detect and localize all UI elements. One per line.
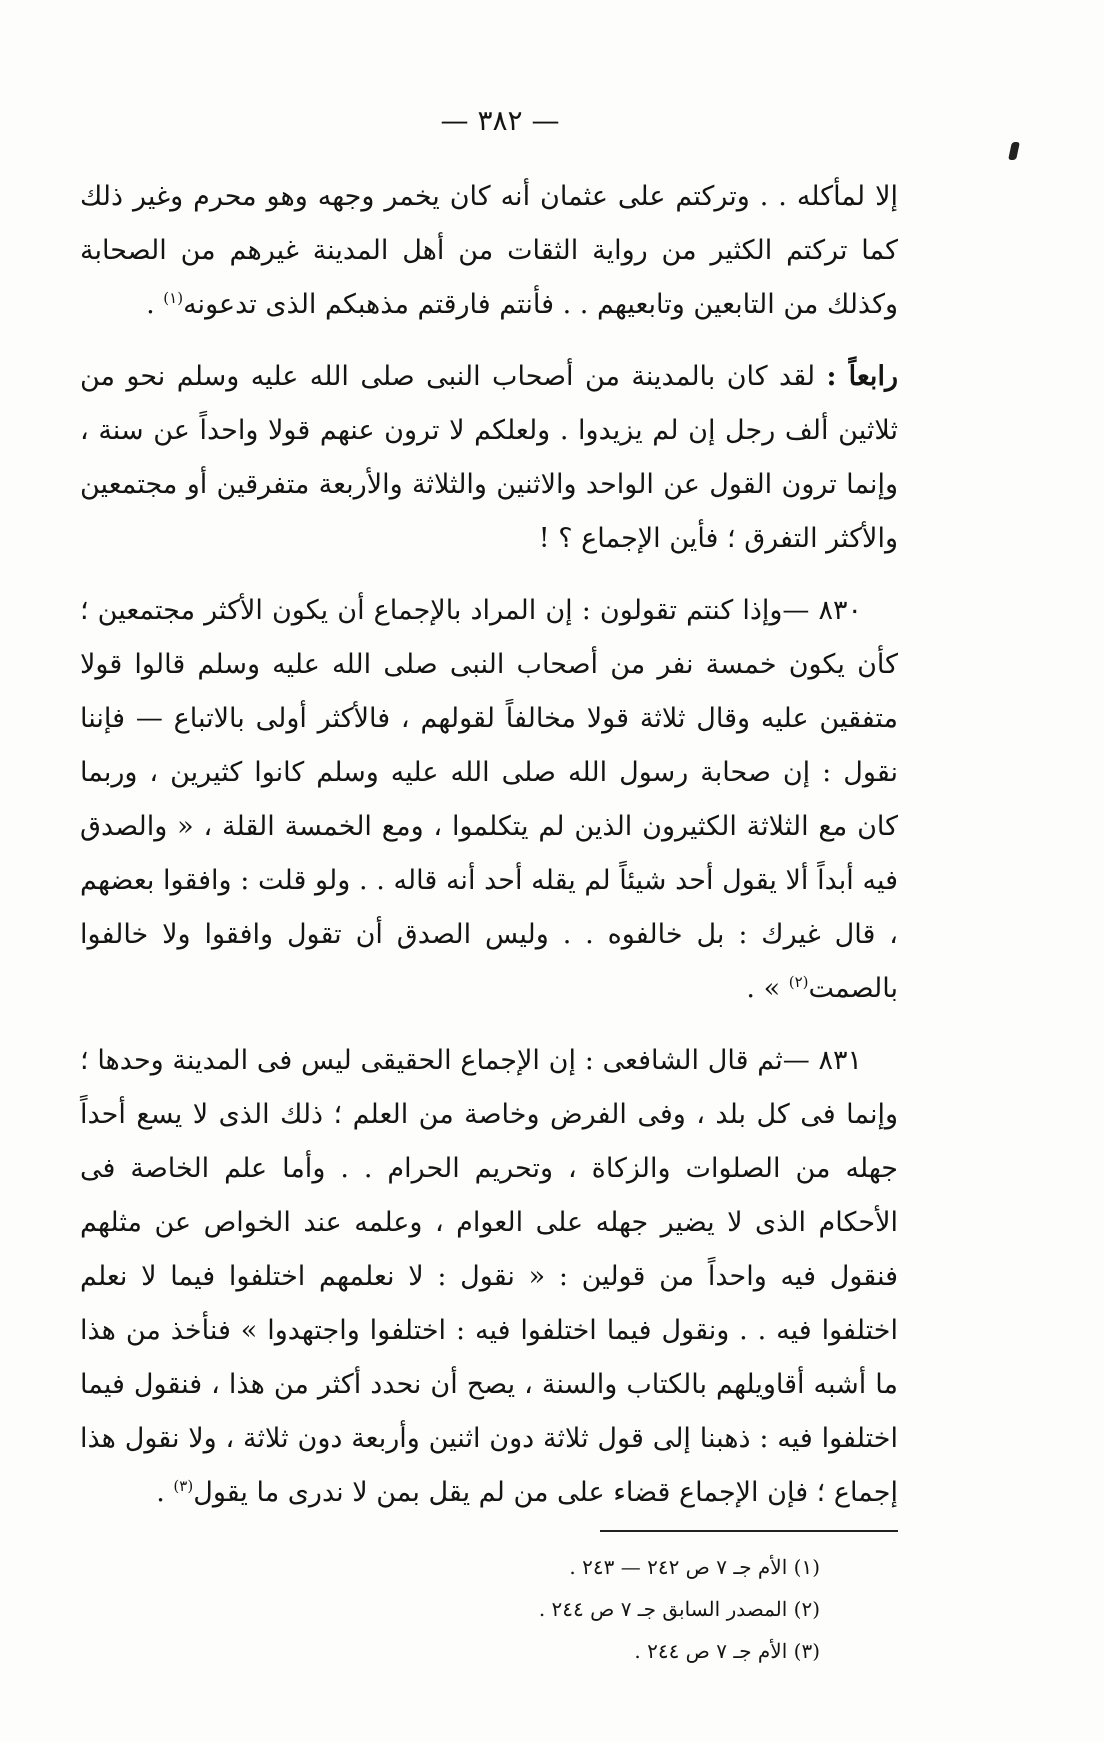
paragraph-2-lead: رابعاً :: [826, 361, 898, 392]
margin-ink-mark: [1008, 142, 1020, 160]
paragraph-2: [80, 350, 898, 566]
footnote-ref-1[interactable]: (١): [163, 289, 184, 307]
footnote-divider: [600, 1530, 898, 1532]
paragraph-831-number: ٨٣١ —: [782, 1045, 862, 1076]
page-number: — ٣٨٢ —: [440, 104, 560, 137]
main-text: [80, 170, 898, 1538]
footnote-ref-2[interactable]: (٢): [788, 973, 809, 991]
footnote-3: (٣) الأم جـ ٧ ص ٢٤٤ .: [634, 1639, 820, 1663]
paragraph-2-text: لقد كان بالمدينة من أصحاب النبى صلى الله عليه وسلم نحو من ثلاثين ألف رجل إن لم يزيدوا . ولعلكم لا ترون عنهم قولا واحداً عن سنة ، وإنما ترون القول عن الواحد والاثنين والثلاثة والأربعة متفرقين أو مجتمعين والأكثر التفرق ؛ فأين الإجماع ؟ !: [80, 361, 898, 554]
footnote-2: (٢) المصدر السابق جـ ٧ ص ٢٤٤ .: [538, 1597, 820, 1621]
footnote-ref-3[interactable]: (٣): [173, 1477, 194, 1495]
paragraph-831-tail: .: [156, 1477, 174, 1508]
paragraph-1: [80, 170, 898, 332]
paragraph-831-text: ثم قال الشافعى : إن الإجماع الحقيقى ليس فى المدينة وحدها ؛ وإنما فى كل بلد ، وفى الفرض وخاصة من العلم ؛ ذلك الذى لا يسع أحداً جهله من الصلوات والزكاة ، وتحريم الحرام . . وأما علم الخاصة فى الأحكام الذى لا يضير جهله على العوام ، وعلمه عند الخواص عن مثلهم فنقول فيه واحداً من قولين : « نقول : لا نعلمهم اختلفوا فيما لا نعلم اختلفوا فيه . . ونقول فيما اختلفوا فيه : اختلفوا واجتهدوا » فنأخذ من هذا ما أشبه أقاويلهم بالكتاب والسنة ، يصح أن نحدد أكثر من هذا ، فنقول فيما اختلفوا فيه : ذهبنا إلى قول ثلاثة دون اثنين وأربعة دون ثلاثة ، ولا نقول هذا إجماع ؛ فإن الإجماع قضاء على من لم يقل بمن لا ندرى ما يقول: [80, 1045, 898, 1508]
paragraph-1-tail: .: [146, 289, 164, 320]
paragraph-830-number: ٨٣٠ —: [782, 595, 862, 626]
footnote-1: (١) الأم جـ ٧ ص ٢٤٢ — ٢٤٣ .: [569, 1555, 820, 1579]
footnotes: [420, 1546, 820, 1672]
paragraph-830: [80, 584, 898, 1016]
paragraph-830-tail: » .: [746, 973, 789, 1004]
paragraph-831: [80, 1034, 898, 1520]
paragraph-830-text: وإذا كنتم تقولون : إن المراد بالإجماع أن يكون الأكثر مجتمعين ؛ كأن يكون خمسة نفر من أصحاب النبى صلى الله عليه وسلم قالوا قولا متفقين عليه وقال ثلاثة قولا مخالفاً لقولهم ، فالأكثر أولى بالاتباع — فإننا نقول : إن صحابة رسول الله صلى الله عليه وسلم كانوا كثيرين ، وربما كان مع الثلاثة الكثيرون الذين لم يتكلموا ، ومع الخمسة القلة ، « والصدق فيه أبداً ألا يقول أحد شيئاً لم يقله أحد أنه قاله . . ولو قلت : وافقوا بعضهم ، قال غيرك : بل خالفوه . . وليس الصدق أن تقول وافقوا ولا خالفوا بالصمت: [80, 595, 898, 1004]
paragraph-1-text: إلا لمأكله . . وتركتم على عثمان أنه كان يخمر وجهه وهو محرم وغير ذلك كما تركتم الكثير من رواية الثقات من أهل المدينة غيرهم من الصحابة وكذلك من التابعين وتابعيهم . . فأنتم فارقتم مذهبكم الذى تدعونه: [80, 181, 898, 320]
